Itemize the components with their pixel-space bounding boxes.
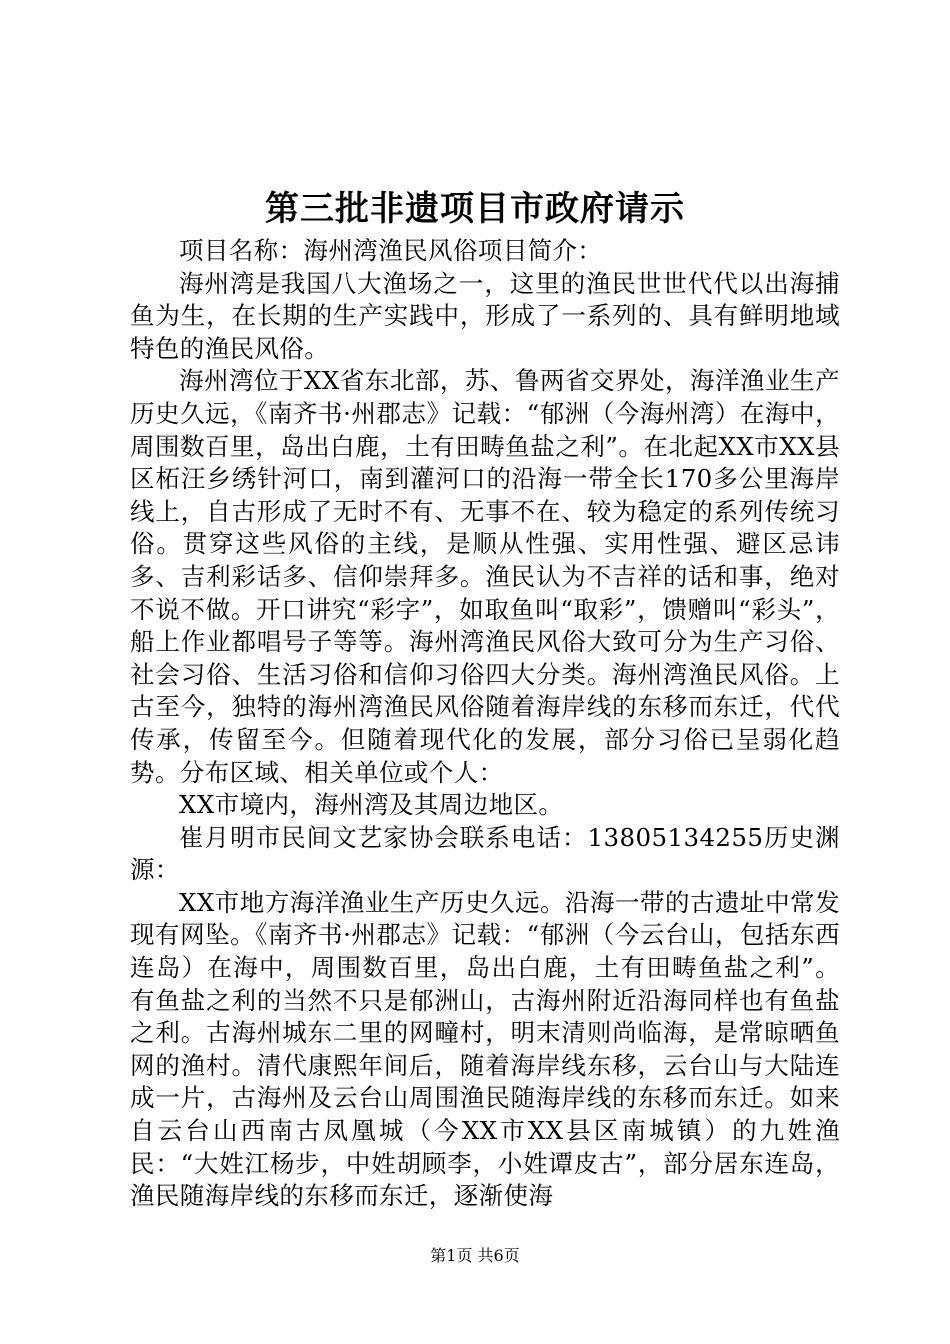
document-body bbox=[130, 235, 840, 1213]
paragraph-history: XX市地方海洋渔业生产历史久远。沿海一带的古遗址中常发现有网坠。《南齐书·州郡志》记载：“郁洲（今云台山，包括东西连岛）在海中，周围数百里，岛出白鹿，土有田畴鱼盐之利”。有鱼盐之利的当然不只是郁洲山，古海州附近沿海同样也有鱼盐之利。古海州城东二里的网疃村，明末清则尚临海，是常晾晒鱼网的渔村。清代康熙年间后，随着海岸线东移，云台山与大陆连成一片，古海州及云台山周围渔民随海岸线的东移而东迁。如来自云台山西南古凤凰城（今XX市XX县区南城镇）的九姓渔民：“大姓江杨步，中姓胡顾李，小姓谭皮古”，部分居东连岛，渔民随海岸线的东移而东迁，逐渐使海 bbox=[130, 887, 840, 1211]
paragraph-project-name: 项目名称：海州湾渔民风俗项目简介： bbox=[179, 236, 603, 265]
paragraph-description: 海州湾位于XX省东北部，苏、鲁两省交界处，海洋渔业生产历史久远，《南齐书·州郡志》记载：“郁洲（今海州湾）在海中，周围数百里，岛出白鹿，土有田畴鱼盐之利”。在北起XX市XX县区柘汪乡绣针河口，南到灌河口的沿海一带全长170多公里海岸线上，自古形成了无时不有、无事不在、较为稳定的系列传统习俗。贯穿这些风俗的主线，是顺从性强、实用性强、避区忌讳多、吉利彩话多、信仰崇拜多。渔民认为不吉祥的话和事，绝对不说不做。开口讲究“彩字”，如取鱼叫“取彩”，馈赠叫“彩头”，船上作业都唱号子等等。海州湾渔民风俗大致可分为生产习俗、社会习俗、生活习俗和信仰习俗四大分类。海州湾渔民风俗。上古至今，独特的海州湾渔民风俗随着海岸线的东移而东迁，代代传承，传留至今。但随着现代化的发展，部分习俗已呈弱化趋势。分布区域、相关单位或个人： bbox=[130, 366, 840, 787]
paragraph-contact: 崔月明市民间文艺家协会联系电话：13805134255历史渊源： bbox=[130, 822, 840, 885]
page-footer: 第1页 共6页 bbox=[430, 1246, 520, 1265]
paragraph-intro: 海州湾是我国八大渔场之一，这里的渔民世世代代以出海捕鱼为生，在长期的生产实践中，形成了一系列的、具有鲜明地域特色的渔民风俗。 bbox=[130, 268, 840, 363]
paragraph-distribution: XX市境内，海州湾及其周边地区。 bbox=[179, 790, 564, 820]
document-title: 第三批非遗项目市政府请示 bbox=[265, 189, 685, 229]
